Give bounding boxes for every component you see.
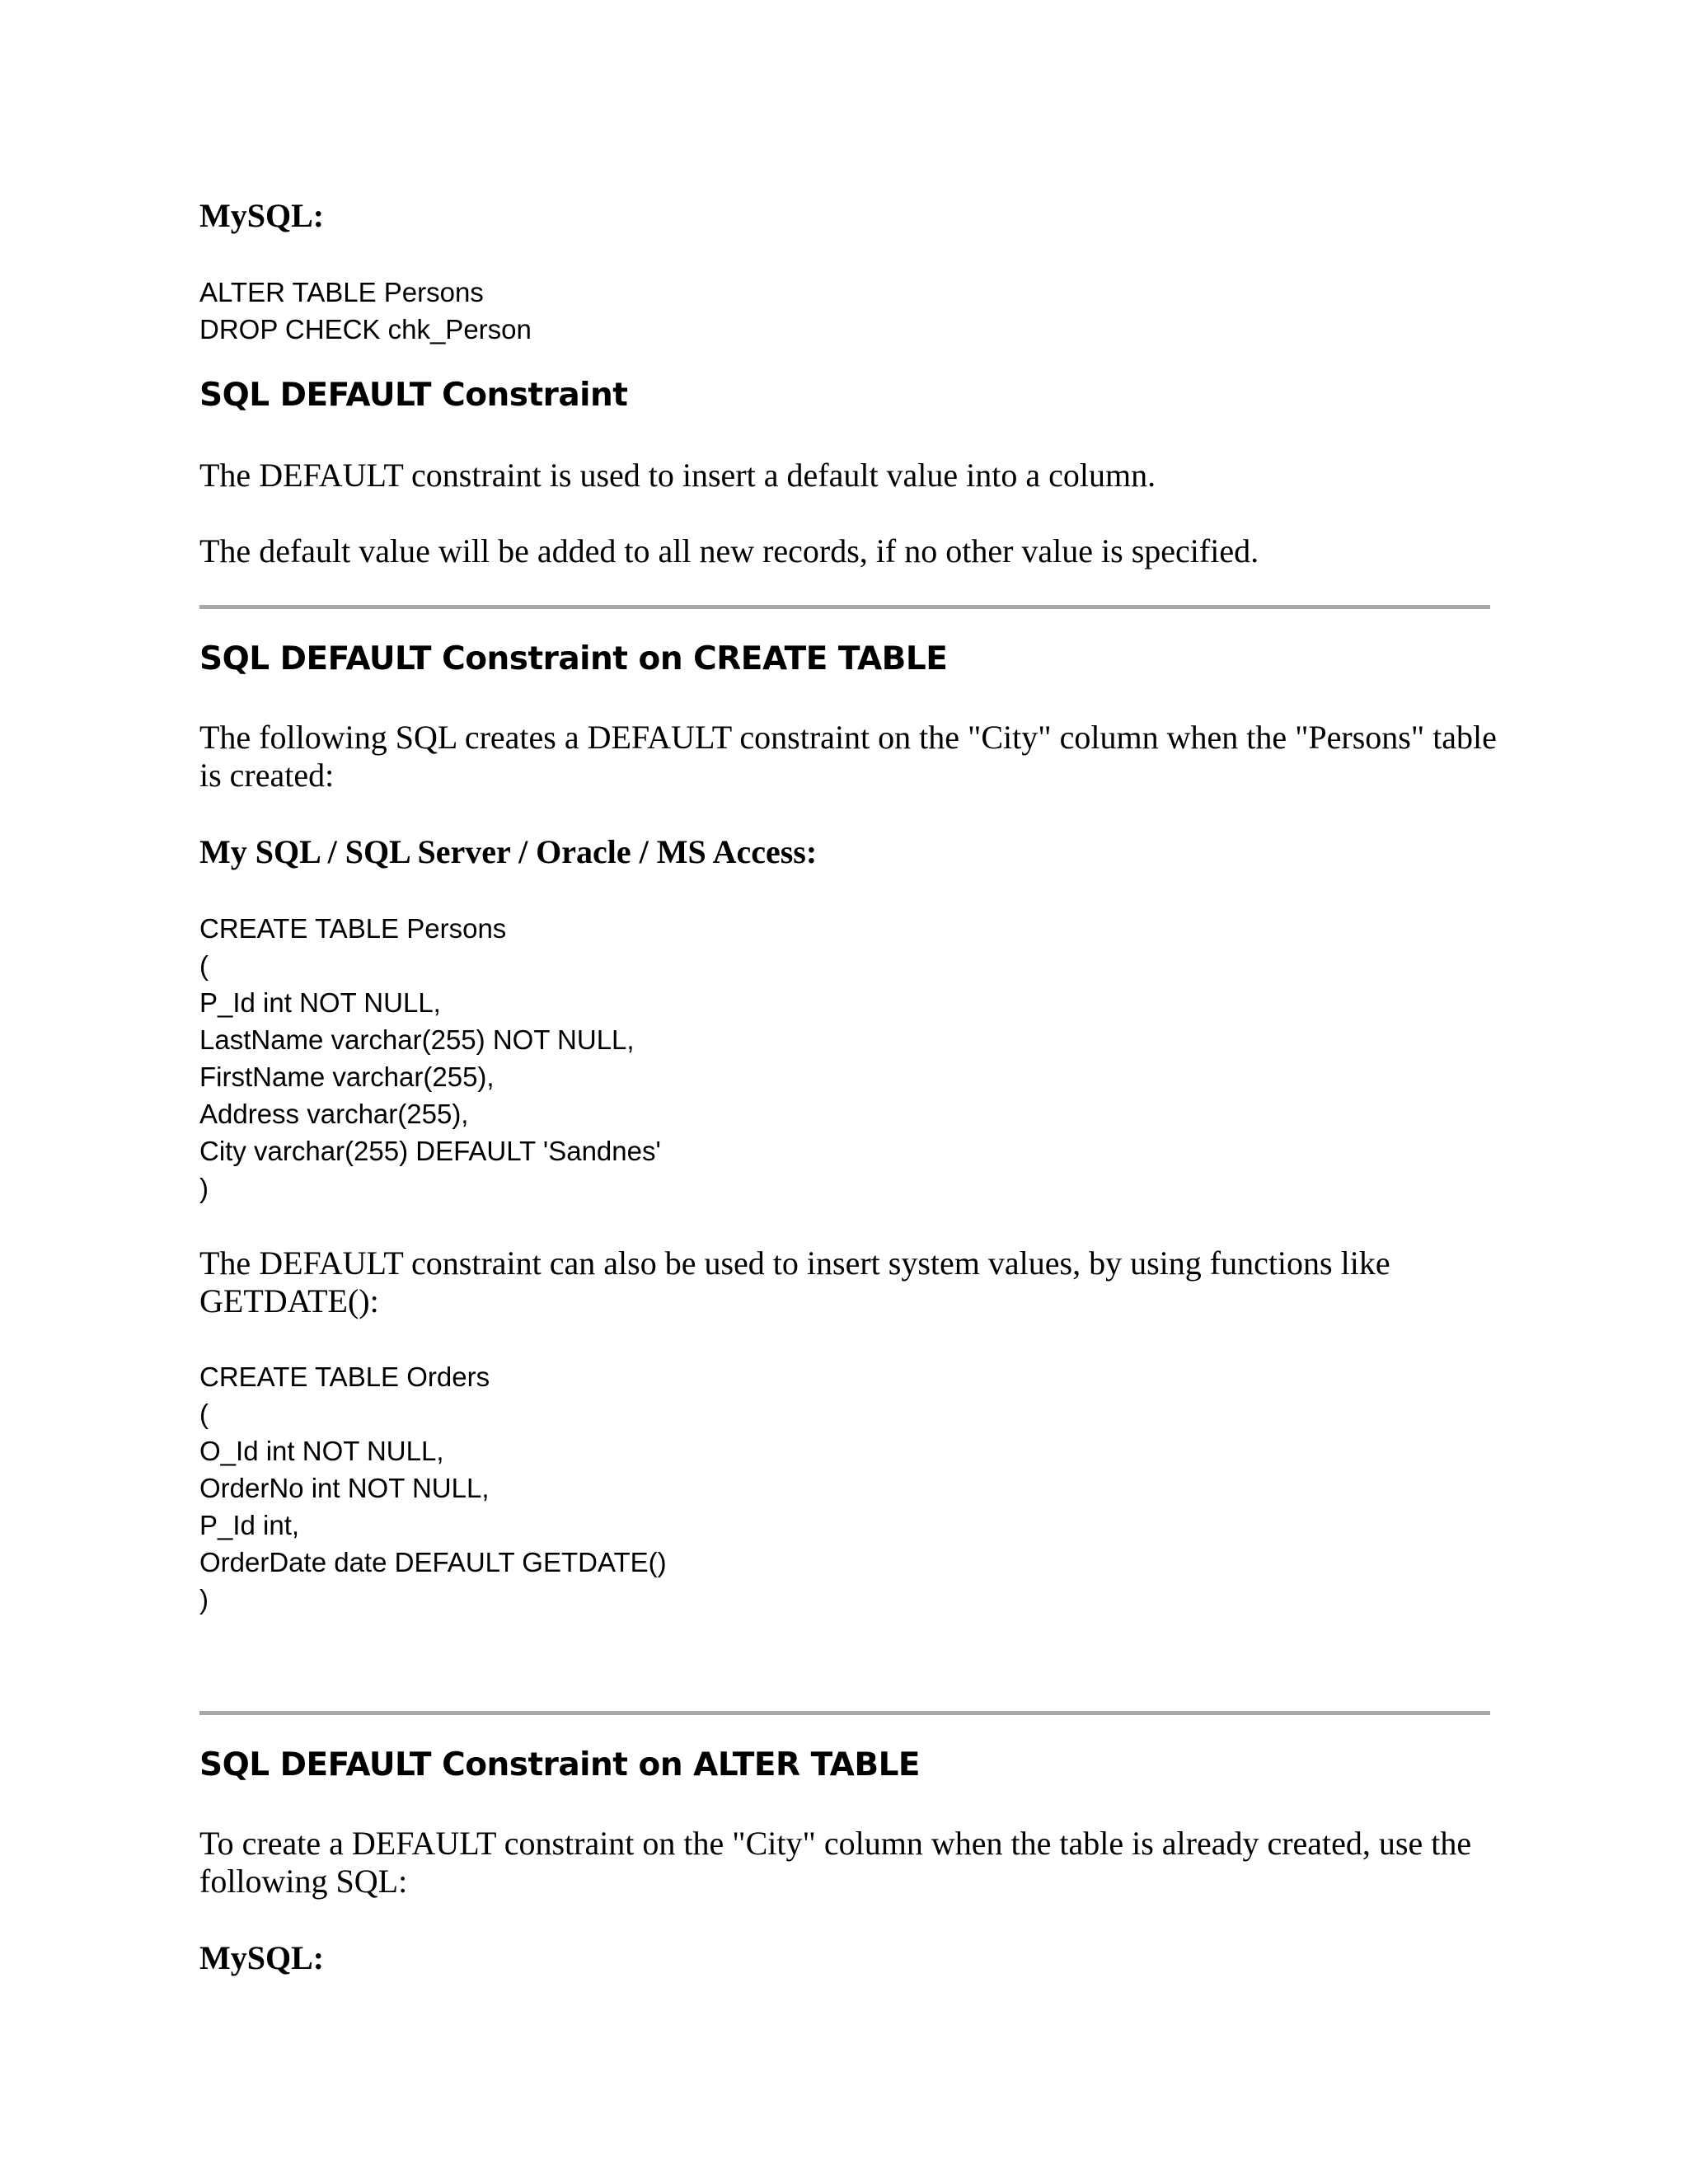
code-line: ( — [199, 1399, 209, 1429]
code-line: OrderNo int NOT NULL, — [199, 1473, 490, 1503]
paragraph: The default value will be added to all new records, if no other value is specified. — [199, 532, 1259, 569]
code-line: ALTER TABLE Persons — [199, 277, 484, 307]
mysql-label: MySQL: — [199, 1939, 325, 1976]
paragraph: The DEFAULT constraint is used to insert a default value into a column. — [199, 457, 1156, 494]
horizontal-divider — [199, 605, 1490, 609]
code-line: DROP CHECK chk_Person — [199, 314, 532, 344]
section-heading-default: SQL DEFAULT Constraint — [199, 377, 628, 414]
code-line: ) — [199, 1173, 209, 1203]
code-line: O_Id int NOT NULL, — [199, 1436, 444, 1466]
paragraph: To create a DEFAULT constraint on the "City" column when the table is already created, use the following SQL: — [199, 1825, 1472, 1900]
db-compat-label: My SQL / SQL Server / Oracle / MS Access: — [199, 833, 818, 870]
section-heading-create-table: SQL DEFAULT Constraint on CREATE TABLE — [199, 640, 948, 677]
code-line: P_Id int NOT NULL, — [199, 987, 441, 1018]
code-line: City varchar(255) DEFAULT 'Sandnes' — [199, 1136, 661, 1166]
create-orders-code-block — [199, 1358, 667, 1618]
paragraph: The following SQL creates a DEFAULT constraint on the "City" column when the "Persons" table is created: — [199, 719, 1497, 794]
code-line: P_Id int, — [199, 1510, 300, 1540]
code-line: CREATE TABLE Orders — [199, 1361, 490, 1392]
code-line: FirstName varchar(255), — [199, 1062, 495, 1092]
code-line: Address varchar(255), — [199, 1099, 469, 1129]
drop-check-code-block — [199, 274, 532, 348]
code-line: ) — [199, 1584, 209, 1615]
horizontal-divider — [199, 1711, 1490, 1715]
code-line: LastName varchar(255) NOT NULL, — [199, 1024, 635, 1055]
section-heading-alter-table: SQL DEFAULT Constraint on ALTER TABLE — [199, 1746, 921, 1783]
code-line: ( — [199, 950, 209, 981]
code-line: CREATE TABLE Persons — [199, 913, 507, 944]
paragraph: The DEFAULT constraint can also be used to insert system values, by using functions like GETDATE(): — [199, 1244, 1390, 1319]
code-line: OrderDate date DEFAULT GETDATE() — [199, 1547, 667, 1577]
mysql-label: MySQL: — [199, 197, 325, 234]
create-persons-code-block — [199, 910, 661, 1207]
